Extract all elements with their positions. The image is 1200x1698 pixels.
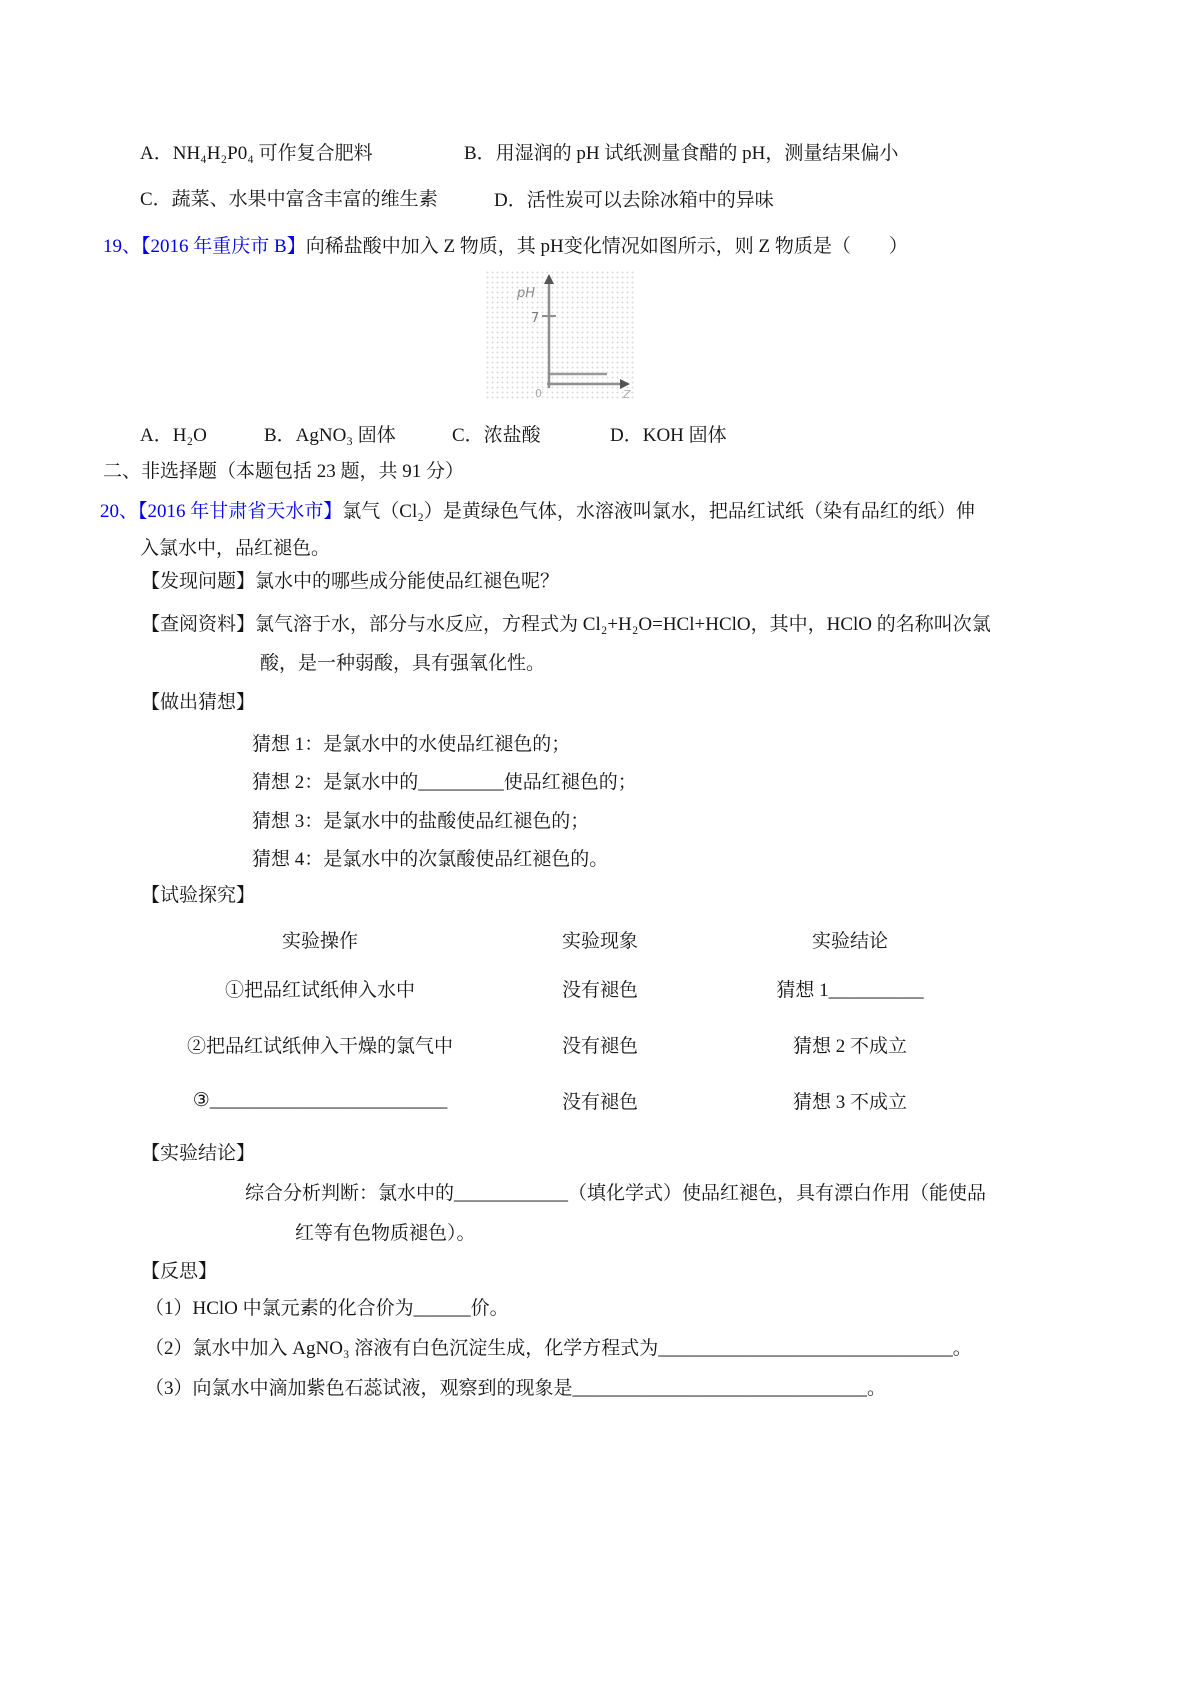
guess-2: 猜想 2：是氯水中的_________使品红褪色的； (252, 772, 637, 793)
q19-option-d: D．KOH 固体 (610, 425, 727, 446)
table-row2-conclusion: 猜想 2 不成立 (792, 1035, 907, 1057)
question-20-number: 20、 (100, 501, 139, 522)
q18-option-a: A．NH₄H₂P0₄ 可作复合肥料 (140, 143, 373, 164)
q18-option-b: B．用湿润的 pH 试纸测量食醋的 pH，测量结果偏小 (464, 143, 899, 164)
y-axis-arrow-icon (544, 274, 554, 284)
conclusion-section-tag: 【实验结论】 (141, 1143, 256, 1164)
table-row3-phenomenon: 没有褪色 (561, 1091, 638, 1113)
guess-4: 猜想 4：是氯水中的次氯酸使品红褪色的。 (252, 849, 609, 870)
discover-problem-text: 氯水中的哪些成分能使品红褪色呢？ (255, 571, 560, 592)
question-19-number: 19、 (103, 236, 142, 257)
reference-line2: 酸，是一种弱酸，具有强氧化性。 (260, 653, 546, 674)
x-axis-label: Z (623, 388, 631, 400)
conclusion-line1: 综合分析判断：氯水中的____________（填化学式）使品红褪色，具有漂白作用（能使品 (245, 1183, 987, 1204)
table-header-phenomenon: 实验现象 (561, 930, 638, 952)
table-row2-phenomenon: 没有褪色 (561, 1035, 638, 1057)
table-row3-operation: ③_________________________ (192, 1089, 448, 1111)
section-2-heading: 二、非选择题（本题包括 23 题，共 91 分） (103, 461, 465, 482)
reflect-item-2: （2）氯水中加入 AgNO₃ 溶液有白色沉淀生成，化学方程式为_______________________________。 (145, 1338, 972, 1359)
table-row1-phenomenon: 没有褪色 (561, 979, 638, 1001)
reflect-section-tag: 【反思】 (141, 1261, 218, 1282)
table-header-conclusion: 实验结论 (811, 930, 888, 952)
question-19-source: 【2016 年重庆市 B】 (141, 236, 306, 257)
table-row1-operation: ①把品红试纸伸入水中 (224, 979, 415, 1001)
ph7-tick-label: 7 (531, 311, 540, 326)
guess-section-tag: 【做出猜想】 (141, 692, 256, 713)
ph-vs-z-graph (485, 270, 635, 400)
q19-option-a: A．H₂O (140, 425, 207, 446)
table-header-operation: 实验操作 (281, 930, 358, 952)
y-axis-label: pH (517, 286, 536, 301)
question-20-text-line1: 氯气（Cl₂）是黄绿色气体，水溶液叫氯水，把品红试纸（染有品红的纸）伸 (342, 501, 975, 522)
ph-graph-svg (485, 270, 635, 400)
experiment-table (140, 918, 1000, 1128)
question-20-stem-line2: 入氯水中，品红褪色。 (140, 538, 331, 559)
q19-option-c: C．浓盐酸 (452, 425, 541, 446)
conclusion-line2: 红等有色物质褪色）。 (295, 1223, 476, 1244)
reference-line1 (141, 613, 991, 637)
reflect-item-3: （3）向氯水中滴加紫色石蕊试液，观察到的现象是_______________________________。 (145, 1378, 887, 1399)
question-20-source: 【2016 年甘肃省天水市】 (138, 501, 343, 522)
question-20-stem-line1 (100, 500, 975, 524)
table-row3-conclusion: 猜想 3 不成立 (792, 1091, 907, 1113)
q18-option-c: C．蔬菜、水果中富含丰富的维生素 (140, 189, 438, 210)
origin-label: 0 (535, 387, 542, 400)
guess-3: 猜想 3：是氯水中的盐酸使品红褪色的； (252, 811, 590, 832)
question-19-stem (103, 235, 908, 259)
question-19-text: 向稀盐酸中加入 Z 物质，其 pH变化情况如图所示，则 Z 物质是（ ） (305, 236, 908, 257)
q18-option-d: D．活性炭可以去除冰箱中的异味 (494, 190, 774, 211)
discover-problem-line (141, 570, 559, 594)
reference-text-line1: 氯气溶于水，部分与水反应，方程式为 Cl₂+H₂O=HCl+HClO，其中，HClO 的名称叫次氯 (255, 614, 991, 635)
discover-problem-tag: 【发现问题】 (141, 571, 256, 592)
reflect-item-1: （1）HClO 中氯元素的化合价为______价。 (145, 1298, 509, 1319)
table-row2-operation: ②把品红试纸伸入干燥的氯气中 (186, 1035, 453, 1057)
explore-section-tag: 【试验探究】 (141, 885, 256, 906)
reference-tag: 【查阅资料】 (141, 614, 256, 635)
guess-1: 猜想 1：是氯水中的水使品红褪色的； (252, 734, 571, 755)
table-row1-conclusion: 猜想 1__________ (776, 979, 924, 1001)
q19-option-b: B．AgNO₃ 固体 (264, 425, 396, 446)
